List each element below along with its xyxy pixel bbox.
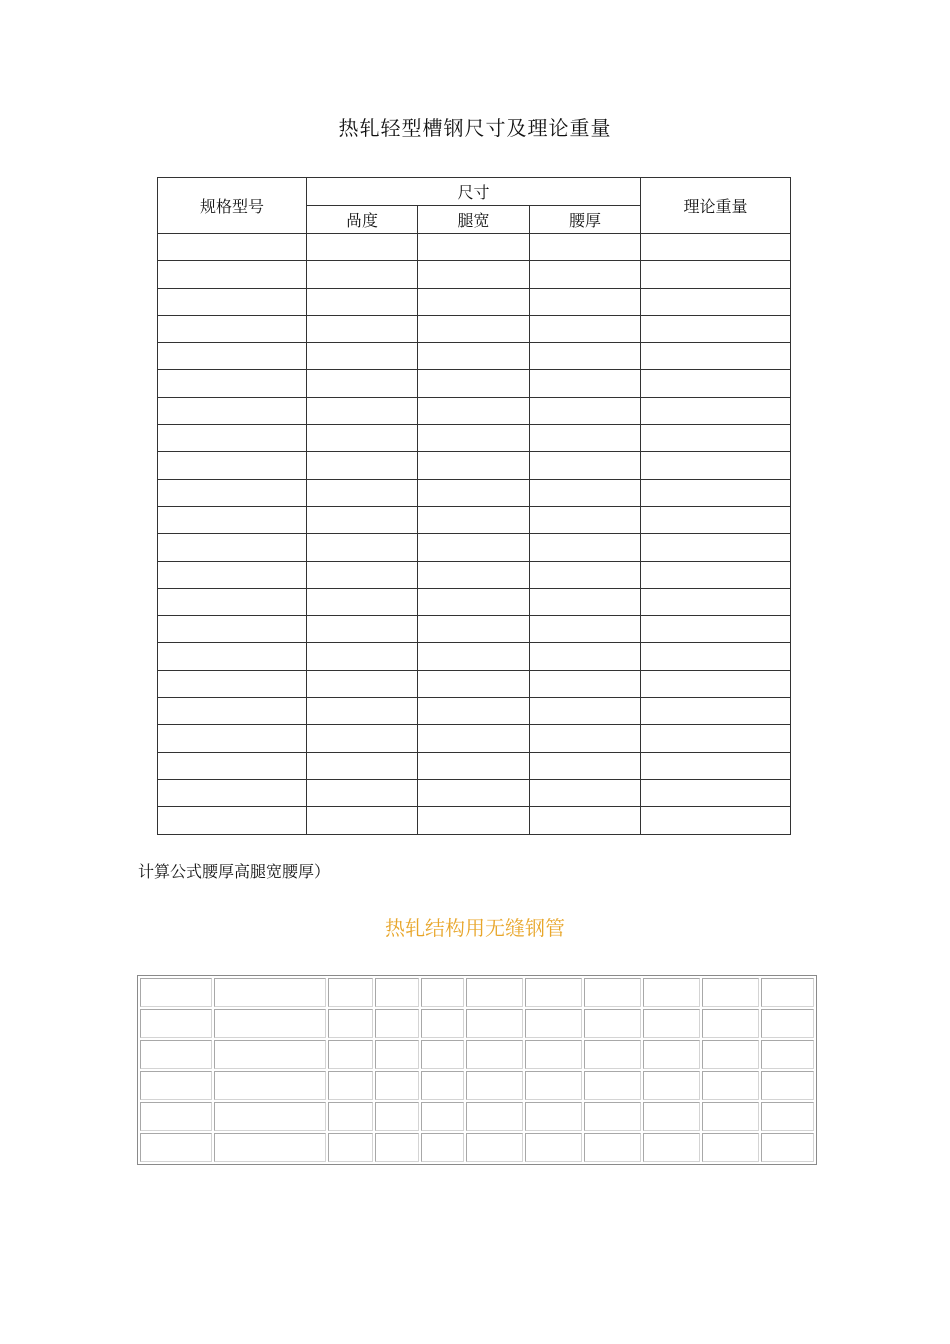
table-cell (530, 616, 641, 643)
table-cell (418, 261, 530, 288)
table-row (158, 534, 791, 561)
table-cell (158, 479, 307, 506)
table-cell (584, 1102, 641, 1131)
table-cell (158, 643, 307, 670)
table-cell (328, 1009, 373, 1038)
table-cell (641, 643, 791, 670)
table-cell (418, 807, 530, 834)
table-row (158, 343, 791, 370)
table-cell (418, 315, 530, 342)
table-row (158, 752, 791, 779)
table-cell (530, 779, 641, 806)
table-cell (418, 370, 530, 397)
table-cell (643, 978, 700, 1007)
table-cell (702, 1009, 759, 1038)
table-cell (761, 1133, 814, 1162)
table-row (158, 670, 791, 697)
table-cell (418, 752, 530, 779)
table-cell (307, 397, 418, 424)
table-cell (421, 1009, 464, 1038)
table-cell (418, 452, 530, 479)
header-size: 尺寸 (307, 178, 641, 206)
table-cell (466, 1009, 523, 1038)
table-row (158, 616, 791, 643)
table-cell (418, 234, 530, 261)
table-cell (421, 978, 464, 1007)
table-cell (530, 534, 641, 561)
header-weight: 理论重量 (641, 178, 791, 234)
table-cell (641, 288, 791, 315)
table-row (158, 643, 791, 670)
table-row (158, 261, 791, 288)
table-cell (641, 779, 791, 806)
table-cell (307, 588, 418, 615)
header-height: 咼度 (307, 206, 418, 234)
table-cell (418, 779, 530, 806)
table-cell (307, 779, 418, 806)
table-cell (158, 725, 307, 752)
table-cell (158, 779, 307, 806)
table-cell (584, 1040, 641, 1069)
table-cell (525, 1102, 582, 1131)
table-cell (761, 1102, 814, 1131)
table-cell (761, 1071, 814, 1100)
table-cell (158, 506, 307, 533)
table-cell (466, 978, 523, 1007)
table-cell (643, 1102, 700, 1131)
table-cell (530, 561, 641, 588)
table-cell (761, 1009, 814, 1038)
table-cell (641, 725, 791, 752)
table-cell (641, 698, 791, 725)
table-row (158, 288, 791, 315)
table-cell (158, 397, 307, 424)
table-cell (158, 288, 307, 315)
table-cell (584, 1071, 641, 1100)
table-row (158, 506, 791, 533)
table-cell (158, 752, 307, 779)
channel-steel-table-body (158, 234, 791, 835)
table-row (158, 807, 791, 834)
table-cell (641, 670, 791, 697)
table-cell (421, 1040, 464, 1069)
table-cell (307, 752, 418, 779)
table-cell (702, 978, 759, 1007)
table-cell (307, 452, 418, 479)
table-cell (525, 1133, 582, 1162)
table-row (158, 588, 791, 615)
table-cell (158, 616, 307, 643)
table-cell (418, 698, 530, 725)
table-cell (641, 370, 791, 397)
table-cell (643, 1009, 700, 1038)
table-cell (418, 425, 530, 452)
formula-note: 计算公式腰厚高腿宽腰厚） (138, 862, 331, 881)
table-cell (375, 978, 419, 1007)
table-cell (158, 343, 307, 370)
table-cell (641, 506, 791, 533)
page-title-channel-steel: 热轧轻型槽钢尺寸及理论重量 (338, 116, 612, 140)
table-cell (530, 643, 641, 670)
table-cell (307, 315, 418, 342)
table-cell (530, 261, 641, 288)
table-cell (158, 370, 307, 397)
table-cell (307, 234, 418, 261)
table-cell (418, 561, 530, 588)
table-cell (158, 261, 307, 288)
table-cell (307, 643, 418, 670)
table-cell (418, 506, 530, 533)
table-cell (418, 616, 530, 643)
table-cell (307, 288, 418, 315)
table-cell (641, 425, 791, 452)
table-cell (418, 725, 530, 752)
table-cell (328, 978, 373, 1007)
table-cell (328, 1102, 373, 1131)
table-cell (421, 1133, 464, 1162)
seamless-pipe-table-body (140, 978, 814, 1162)
table-cell (466, 1102, 523, 1131)
table-cell (418, 479, 530, 506)
table-row (158, 452, 791, 479)
table-cell (641, 534, 791, 561)
table-cell (643, 1071, 700, 1100)
table-cell (525, 1040, 582, 1069)
table-cell (584, 978, 641, 1007)
table-row (140, 978, 814, 1007)
table-row (140, 1040, 814, 1069)
table-cell (140, 1009, 212, 1038)
table-cell (530, 343, 641, 370)
table-cell (641, 479, 791, 506)
table-cell (530, 479, 641, 506)
table-cell (307, 370, 418, 397)
table-cell (307, 807, 418, 834)
table-row (140, 1071, 814, 1100)
table-cell (466, 1040, 523, 1069)
section-title-seamless-pipe: 热轧结构用无缝钢管 (385, 916, 565, 940)
table-cell (641, 561, 791, 588)
table-cell (761, 978, 814, 1007)
table-cell (418, 397, 530, 424)
table-cell (641, 807, 791, 834)
table-cell (328, 1071, 373, 1100)
table-cell (641, 261, 791, 288)
table-cell (641, 397, 791, 424)
header-leg-width: 腿宽 (418, 206, 530, 234)
table-cell (530, 425, 641, 452)
table-cell (530, 752, 641, 779)
table-cell (418, 534, 530, 561)
table-cell (418, 588, 530, 615)
table-cell (584, 1009, 641, 1038)
table-cell (641, 315, 791, 342)
table-cell (418, 343, 530, 370)
table-cell (530, 288, 641, 315)
table-cell (307, 534, 418, 561)
table-cell (158, 670, 307, 697)
table-cell (418, 288, 530, 315)
table-cell (641, 343, 791, 370)
table-cell (643, 1040, 700, 1069)
table-row (158, 397, 791, 424)
table-cell (307, 479, 418, 506)
table-cell (761, 1040, 814, 1069)
table-cell (158, 588, 307, 615)
table-cell (214, 1009, 326, 1038)
table-cell (643, 1133, 700, 1162)
table-cell (641, 234, 791, 261)
table-row (158, 425, 791, 452)
table-cell (140, 1102, 212, 1131)
table-cell (307, 698, 418, 725)
table-cell (375, 1009, 419, 1038)
table-cell (140, 978, 212, 1007)
table-row (158, 479, 791, 506)
table-cell (584, 1133, 641, 1162)
table-cell (530, 698, 641, 725)
table-cell (158, 561, 307, 588)
header-spec: 规格型号 (158, 178, 307, 234)
table-row (140, 1102, 814, 1131)
table-cell (530, 397, 641, 424)
table-cell (307, 261, 418, 288)
seamless-pipe-table (137, 975, 817, 1165)
table-cell (375, 1040, 419, 1069)
table-cell (375, 1133, 419, 1162)
table-cell (158, 315, 307, 342)
table-cell (418, 643, 530, 670)
table-cell (158, 698, 307, 725)
table-cell (375, 1102, 419, 1131)
table-cell (702, 1102, 759, 1131)
table-cell (307, 343, 418, 370)
header-web-thickness: 腰厚 (530, 206, 641, 234)
table-cell (702, 1133, 759, 1162)
table-cell (214, 1071, 326, 1100)
table-cell (466, 1071, 523, 1100)
table-cell (328, 1133, 373, 1162)
table-cell (158, 425, 307, 452)
table-cell (641, 452, 791, 479)
table-cell (140, 1071, 212, 1100)
table-cell (530, 506, 641, 533)
table-cell (307, 506, 418, 533)
table-cell (140, 1133, 212, 1162)
table-cell (158, 452, 307, 479)
channel-steel-table (157, 177, 791, 835)
table-row (158, 370, 791, 397)
table-cell (158, 234, 307, 261)
table-cell (530, 725, 641, 752)
table-cell (307, 561, 418, 588)
table-cell (307, 725, 418, 752)
table-cell (421, 1071, 464, 1100)
table-cell (641, 616, 791, 643)
table-cell (158, 807, 307, 834)
table-cell (530, 452, 641, 479)
table-cell (140, 1040, 212, 1069)
table-cell (525, 1009, 582, 1038)
table-cell (421, 1102, 464, 1131)
table-cell (328, 1040, 373, 1069)
table-cell (525, 978, 582, 1007)
table-row (158, 315, 791, 342)
table-cell (214, 1102, 326, 1131)
table-row (158, 779, 791, 806)
table-cell (702, 1040, 759, 1069)
table-cell (530, 807, 641, 834)
table-cell (530, 370, 641, 397)
table-row (158, 561, 791, 588)
table-cell (375, 1071, 419, 1100)
table-cell (530, 588, 641, 615)
table-row (158, 725, 791, 752)
table-cell (530, 315, 641, 342)
table-cell (158, 534, 307, 561)
table-row (140, 1009, 814, 1038)
table-cell (466, 1133, 523, 1162)
table-cell (307, 425, 418, 452)
table-cell (214, 978, 326, 1007)
table-cell (530, 234, 641, 261)
table-cell (525, 1071, 582, 1100)
table-cell (641, 752, 791, 779)
table-cell (641, 588, 791, 615)
table-row (140, 1133, 814, 1162)
table-cell (530, 670, 641, 697)
table-cell (307, 616, 418, 643)
table-cell (418, 670, 530, 697)
table-cell (702, 1071, 759, 1100)
table-row (158, 234, 791, 261)
table-cell (307, 670, 418, 697)
table-cell (214, 1040, 326, 1069)
table-row (158, 698, 791, 725)
table-cell (214, 1133, 326, 1162)
